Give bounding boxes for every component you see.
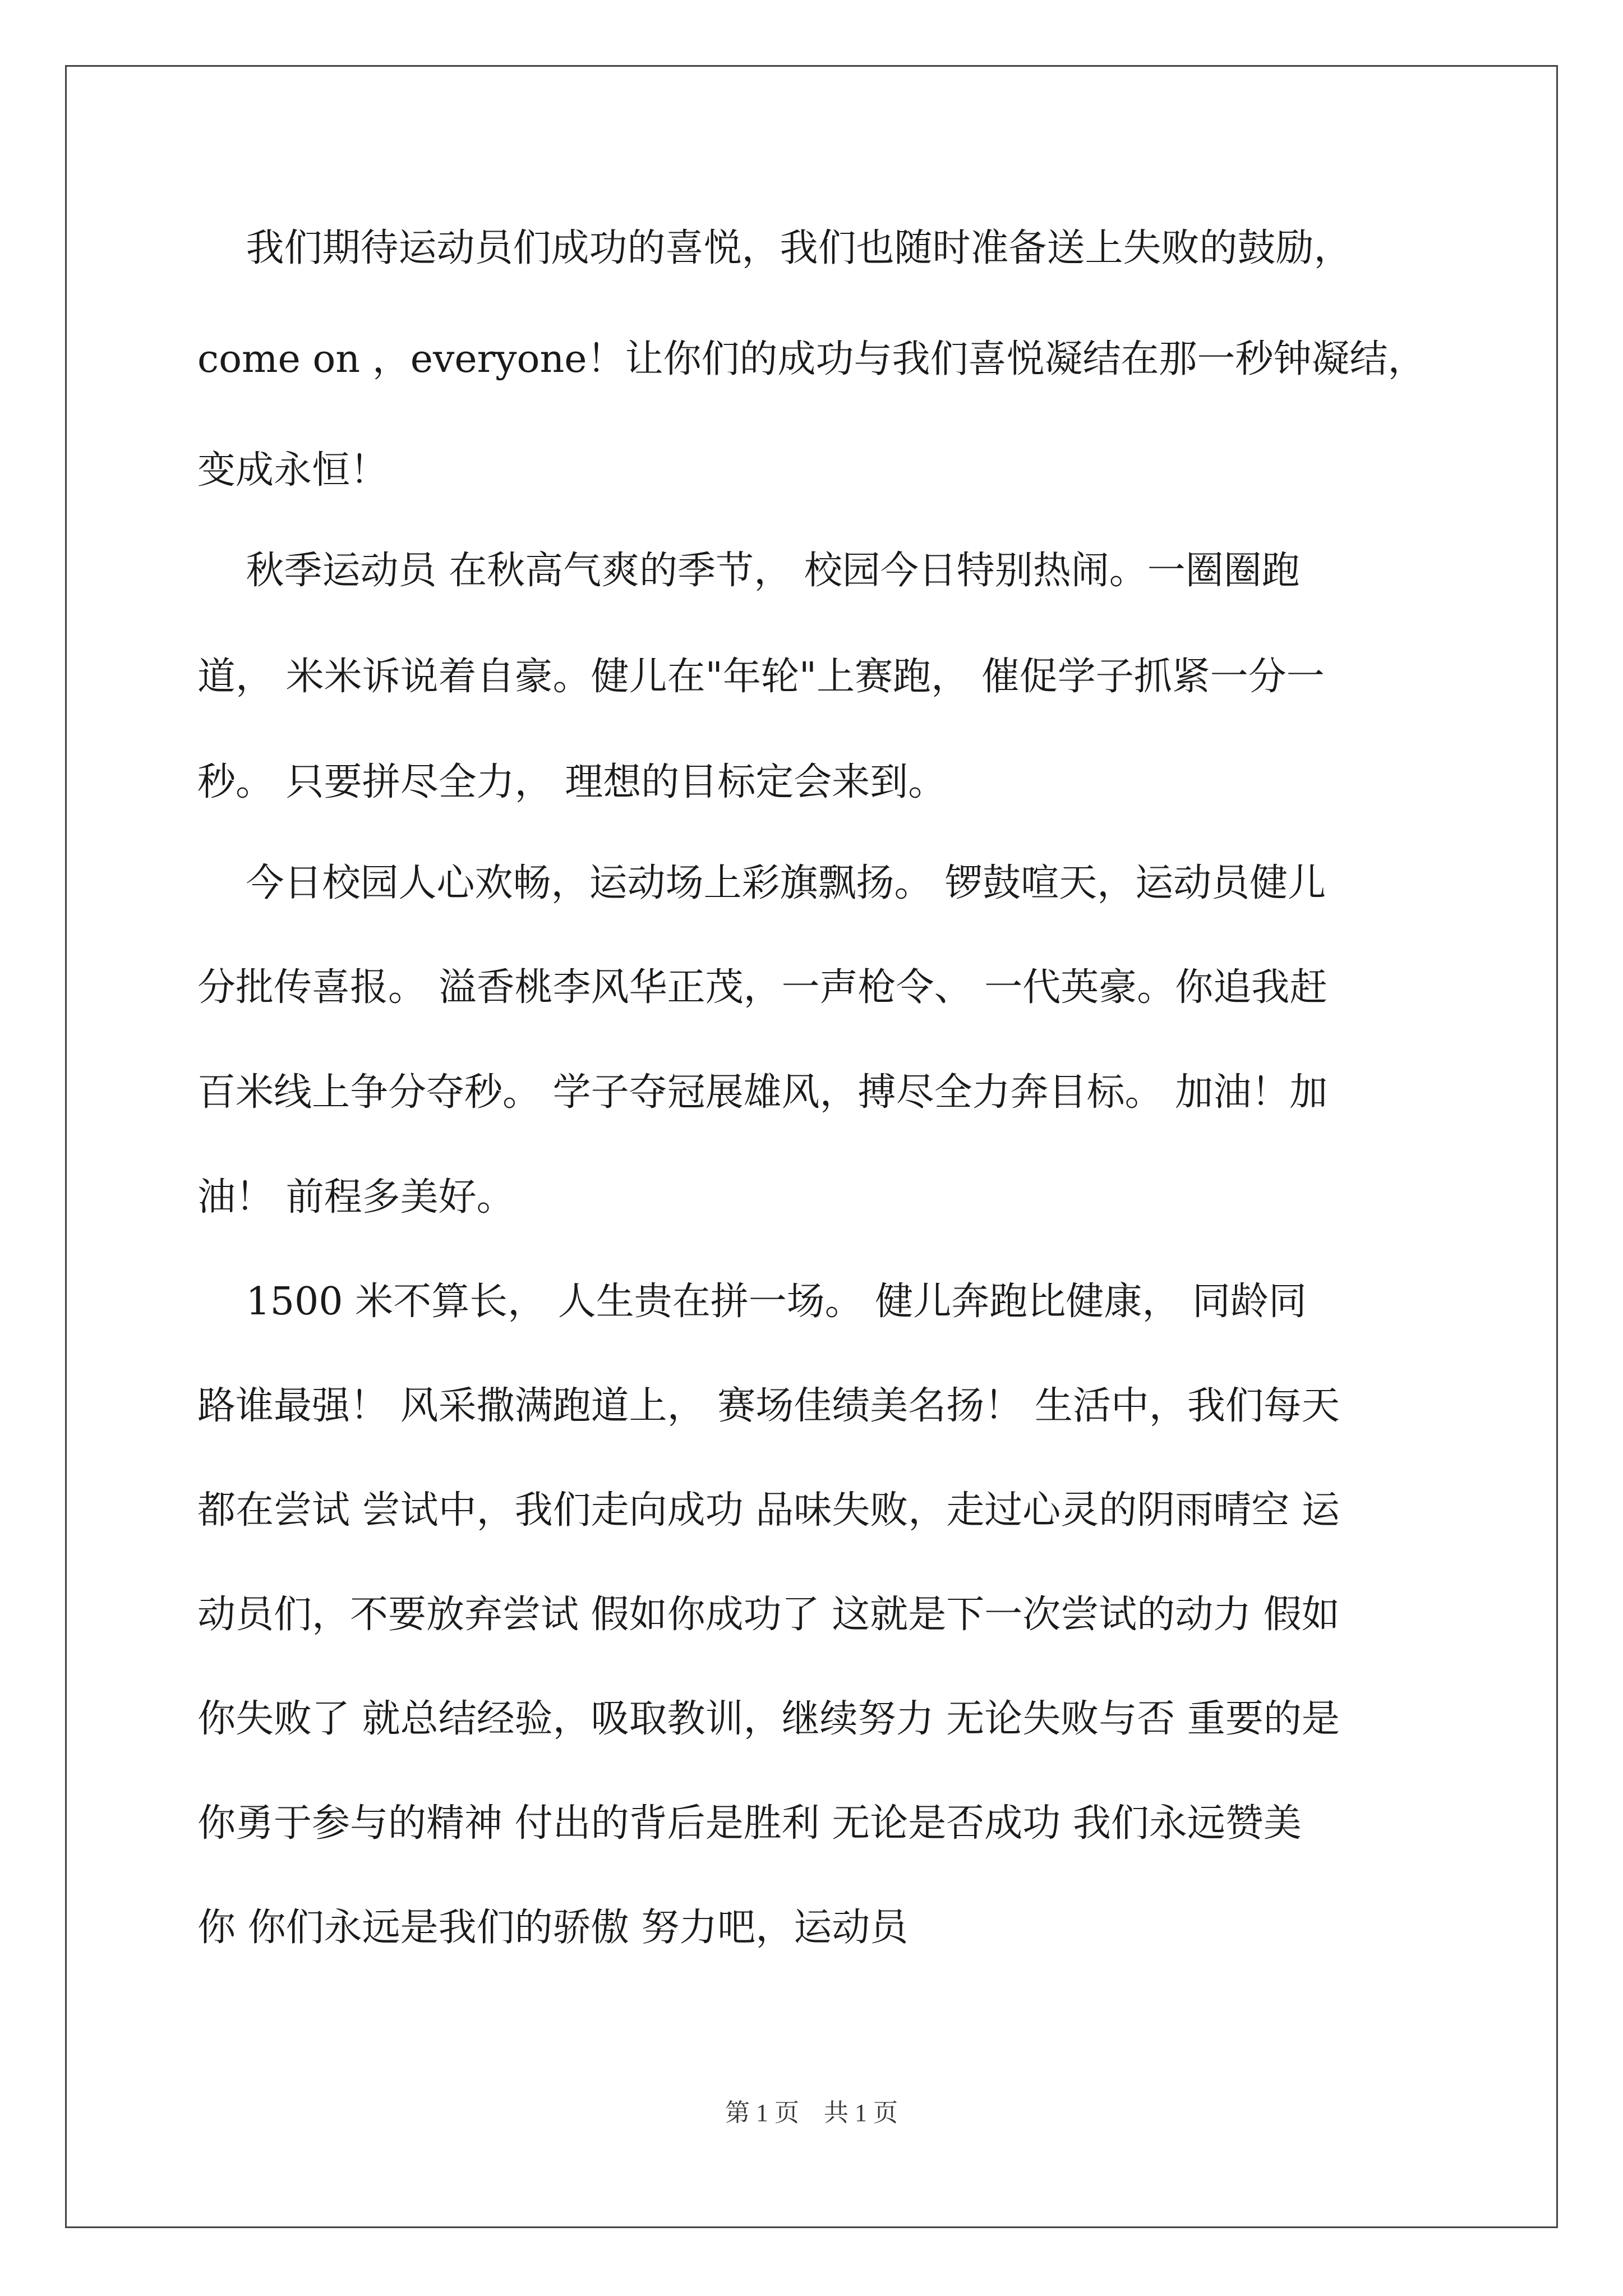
text-line: come on ，everyone！让你们的成功与我们喜悦凝结在那一秒钟凝结， (197, 337, 1426, 381)
text-line: 油！ 前程多美好。 (197, 1175, 515, 1220)
text-line: 你 你们永远是我们的骄傲 努力吧，运动员 (197, 1906, 909, 1950)
text-line: 秒。 只要拼尽全力， 理想的目标定会来到。 (197, 760, 947, 804)
text-line: 分批传喜报。 溢香桃李风华正茂，一声枪令、 一代英豪。你追我赶 (197, 965, 1328, 1010)
text-line: 道， 米米诉说着自豪。健儿在"年轮"上赛跑， 催促学子抓紧一分一 (197, 655, 1325, 699)
text-line: 都在尝试 尝试中，我们走向成功 品味失败，走过心灵的阴雨晴空 运 (197, 1488, 1340, 1533)
text-line: 1500 米不算长， 人生贵在拼一场。 健儿奔跑比健康， 同龄同 (197, 1280, 1307, 1324)
text-line: 你勇于参与的精神 付出的背后是胜利 无论是否成功 我们永远赞美 (197, 1801, 1302, 1846)
text-line: 我们期待运动员们成功的喜悦，我们也随时准备送上失败的鼓励， (197, 226, 1352, 270)
text-line: 变成永恒！ (197, 448, 389, 493)
page-number-footer: 第 1 页 共 1 页 (725, 2099, 898, 2127)
text-line: 百米线上争分夺秒。 学子夺冠展雄风，搏尽全力奔目标。 加油！加 (197, 1070, 1328, 1115)
text-line: 秋季运动员 在秋高气爽的季节， 校园今日特别热闹。一圈圈跑 (197, 549, 1300, 593)
text-line: 动员们，不要放弃尝试 假如你成功了 这就是下一次尝试的动力 假如 (197, 1593, 1340, 1637)
text-line: 路谁最强！ 风采撒满跑道上， 赛场佳绩美名扬！ 生活中，我们每天 (197, 1384, 1340, 1428)
text-line: 今日校园人心欢畅，运动场上彩旗飘扬。 锣鼓喧天，运动员健儿 (197, 861, 1326, 905)
text-line: 你失败了 就总结经验，吸取教训，继续努力 无论失败与否 重要的是 (197, 1697, 1340, 1741)
